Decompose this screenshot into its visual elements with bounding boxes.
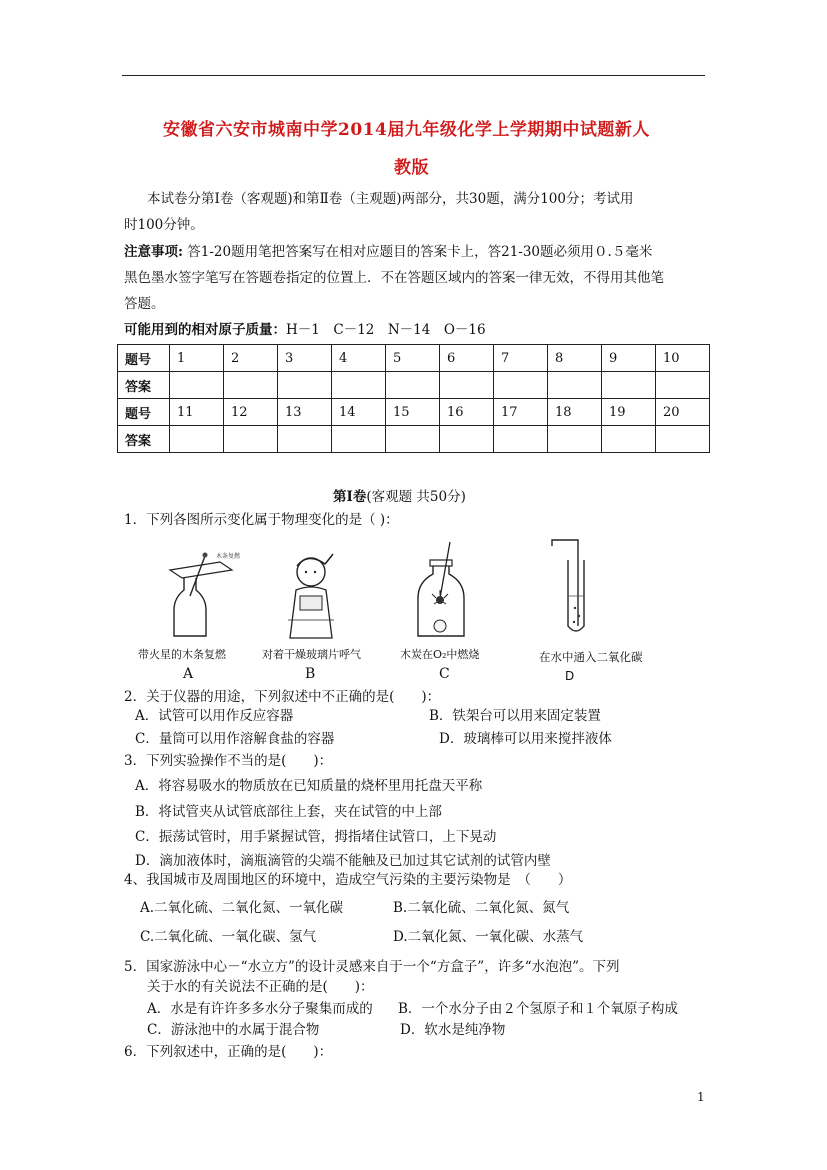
notice-text1: 答1-20题用笔把答案写在相对应题目的答案卡上，答21-30题必须用０.５毫米 xyxy=(182,244,653,260)
q3-stem: 3．下列实验操作不当的是( )： xyxy=(124,753,333,769)
answer-cell[interactable] xyxy=(440,372,494,399)
section-subtitle: (客观题 共50分) xyxy=(366,489,466,505)
answer-cell[interactable] xyxy=(224,426,278,453)
row-label-answer: 答案 xyxy=(118,426,170,453)
question-number: 4 xyxy=(332,345,386,372)
q4-option-d: D.二氧化氮、一氧化碳、水蒸气 xyxy=(393,929,584,945)
answer-cell[interactable] xyxy=(170,372,224,399)
q6-stem: 6．下列叙述中，正确的是( )： xyxy=(124,1044,333,1060)
section-title: 第Ⅰ卷 xyxy=(333,489,367,505)
question-number: 6 xyxy=(440,345,494,372)
question-number: 13 xyxy=(278,399,332,426)
test-tube-with-tube-icon xyxy=(548,538,598,638)
question-number: 5 xyxy=(386,345,440,372)
page-number: 1 xyxy=(697,1090,705,1104)
question-number: 16 xyxy=(440,399,494,426)
notice-line2: 黑色墨水签字笔写在答题卷指定的位置上．不在答题区域内的答案一律无效，不得用其他笔 xyxy=(124,270,664,286)
answer-cell[interactable] xyxy=(656,426,710,453)
answer-cell[interactable] xyxy=(278,426,332,453)
question-number: 11 xyxy=(170,399,224,426)
question-number: 10 xyxy=(656,345,710,372)
answer-cell[interactable] xyxy=(494,372,548,399)
figure-d-caption: 在水中通入二氧化碳 xyxy=(539,650,643,664)
q4-option-b: B.二氧化硫、二氧化氮、氮气 xyxy=(393,900,570,916)
q5-stem-line2: 关于水的有关说法不正确的是( )： xyxy=(147,979,374,995)
intro-line2: 时100分钟。 xyxy=(124,217,204,233)
q2-option-b: B．铁架台可以用来固定装置 xyxy=(429,708,601,724)
girl-breathing-on-glass-icon xyxy=(278,550,348,645)
q1-stem: 1．下列各图所示变化属于物理变化的是（ )： xyxy=(124,512,399,528)
q3-option-d: D．滴加液体时，滴瓶滴管的尖端不能触及已加过其它试剂的试管内壁 xyxy=(135,853,551,869)
answer-cell[interactable] xyxy=(548,426,602,453)
header-rule xyxy=(122,75,705,76)
figure-d-letter: D xyxy=(565,669,575,683)
row-label-question: 题号 xyxy=(118,399,170,426)
table-row xyxy=(118,426,710,453)
q3-option-b: B．将试管夹从试管底部往上套，夹在试管的中上部 xyxy=(135,804,442,820)
charcoal-burning-bottle-icon xyxy=(410,540,470,642)
page-title-line1: 安徽省六安市城南中学2014届九年级化学上学期期中试题新人 xyxy=(163,120,650,140)
figure-a-letter: A xyxy=(183,666,194,682)
intro-line1: 本试卷分第Ⅰ卷（客观题)和第Ⅱ卷（主观题)两部分，共30题，满分100分；考试用 xyxy=(147,191,634,207)
page-title-line2: 教版 xyxy=(394,158,429,178)
figure-c-caption: 木炭在O₂中燃烧 xyxy=(400,648,480,661)
question-number: 1 xyxy=(170,345,224,372)
table-row xyxy=(118,399,710,426)
answer-cell[interactable] xyxy=(386,372,440,399)
question-number: 19 xyxy=(602,399,656,426)
atomic-mass-values: H－1 C－12 N－14 O－16 xyxy=(286,322,486,338)
question-number: 14 xyxy=(332,399,386,426)
question-number: 3 xyxy=(278,345,332,372)
question-number: 17 xyxy=(494,399,548,426)
figure-b-letter: B xyxy=(305,666,316,682)
answer-cell[interactable] xyxy=(494,426,548,453)
notice-line3: 答题。 xyxy=(124,296,165,312)
answer-cell[interactable] xyxy=(440,426,494,453)
answer-table xyxy=(117,344,710,453)
figure-c-letter: C xyxy=(439,666,450,682)
table-row xyxy=(118,345,710,372)
q5-stem-line1: 5．国家游泳中心－“水立方”的设计灵感来自于一个“方盒子”，许多“水泡泡”。下列 xyxy=(124,959,620,975)
answer-cell[interactable] xyxy=(170,426,224,453)
answer-cell[interactable] xyxy=(332,426,386,453)
q2-option-c: C．量筒可以用作溶解食盐的容器 xyxy=(135,731,335,747)
row-label-question: 题号 xyxy=(118,345,170,372)
answer-cell[interactable] xyxy=(656,372,710,399)
question-number: 2 xyxy=(224,345,278,372)
atomic-mass-line xyxy=(124,320,486,340)
question-number: 18 xyxy=(548,399,602,426)
q3-option-a: A．将容易吸水的物质放在已知质量的烧杯里用托盘天平称 xyxy=(135,778,483,794)
section-heading xyxy=(333,485,466,505)
figure-b-caption: 对着干燥玻璃片呼气 xyxy=(262,648,361,661)
answer-cell[interactable] xyxy=(332,372,386,399)
notice-label: 注意事项: xyxy=(124,244,183,260)
q4-option-a: A.二氧化硫、二氧化氮、一氧化碳 xyxy=(140,900,344,916)
q5-option-c: C．游泳池中的水属于混合物 xyxy=(147,1022,320,1038)
q4-stem: 4、我国城市及周围地区的环境中，造成空气污染的主要污染物是 （ ） xyxy=(124,872,572,888)
answer-cell[interactable] xyxy=(548,372,602,399)
q2-option-a: A．试管可以用作反应容器 xyxy=(135,708,294,724)
q2-option-d: D．玻璃棒可以用来搅拌液体 xyxy=(439,731,612,747)
notice-line1 xyxy=(124,242,652,262)
question-number: 12 xyxy=(224,399,278,426)
question-number: 15 xyxy=(386,399,440,426)
question-number: 7 xyxy=(494,345,548,372)
q5-option-d: D．软水是纯净物 xyxy=(400,1022,506,1038)
q2-stem: 2．关于仪器的用途，下列叙述中不正确的是( )： xyxy=(124,689,441,705)
q3-option-c: C．振荡试管时，用手紧握试管，拇指堵住试管口，上下晃动 xyxy=(135,829,497,845)
bottle-with-splint-icon xyxy=(160,548,240,643)
answer-cell[interactable] xyxy=(386,426,440,453)
answer-cell[interactable] xyxy=(224,372,278,399)
table-row xyxy=(118,372,710,399)
answer-cell[interactable] xyxy=(602,372,656,399)
answer-cell[interactable] xyxy=(278,372,332,399)
figure-a-caption: 带火星的木条复燃 xyxy=(138,648,226,661)
question-number: 9 xyxy=(602,345,656,372)
atomic-mass-label: 可能用到的相对原子质量： xyxy=(124,322,286,338)
question-number: 20 xyxy=(656,399,710,426)
answer-cell[interactable] xyxy=(602,426,656,453)
q4-option-c: C.二氧化硫、一氧化碳、氢气 xyxy=(140,929,317,945)
figure-a-top-label: 木条复燃 xyxy=(216,553,240,560)
q5-option-a: A．水是有许许多多水分子聚集而成的 xyxy=(147,1001,373,1017)
q5-option-b: B．一个水分子由２个氢原子和１个氧原子构成 xyxy=(398,1001,678,1017)
row-label-answer: 答案 xyxy=(118,372,170,399)
question-number: 8 xyxy=(548,345,602,372)
